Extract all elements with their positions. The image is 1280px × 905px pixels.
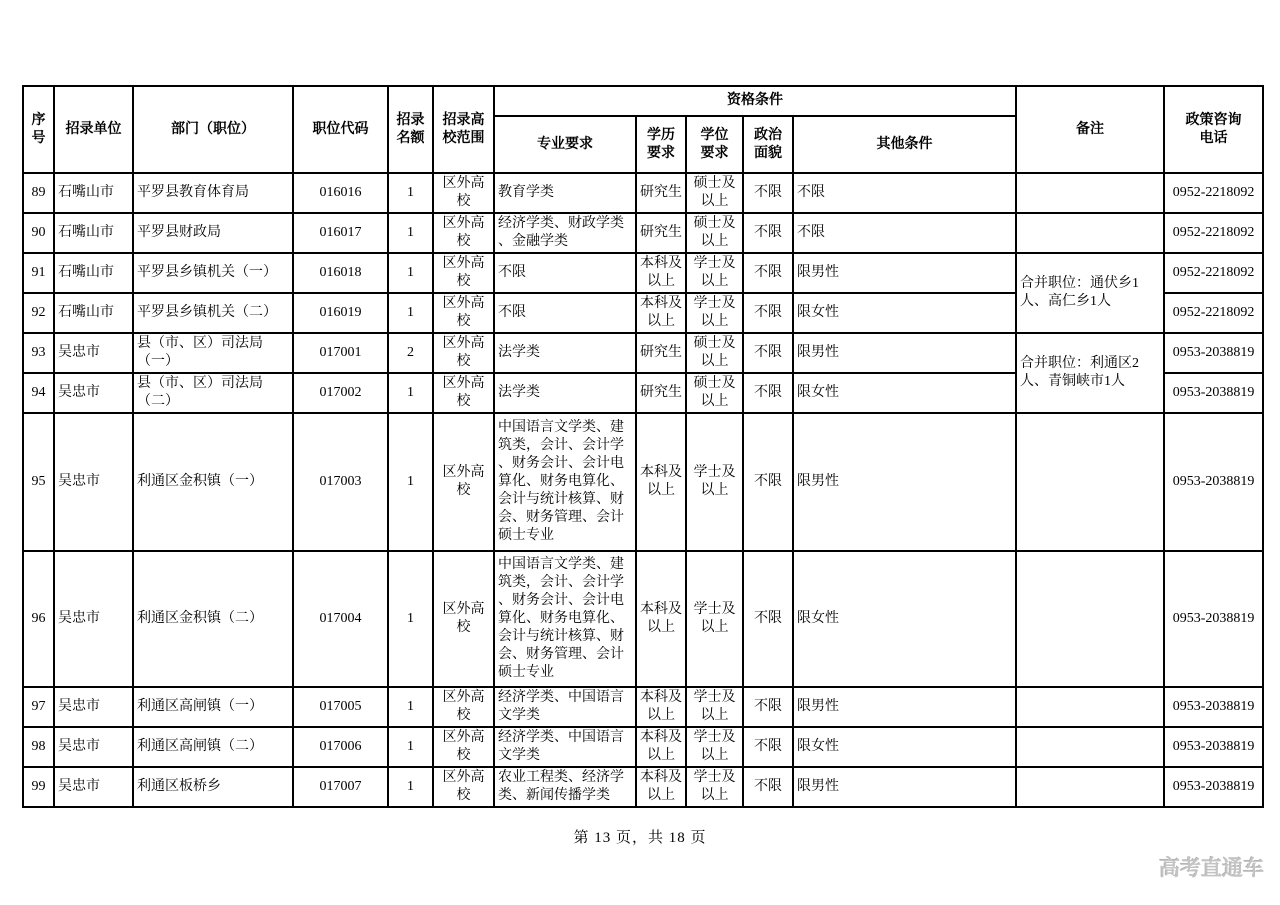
cell-quota: 1 [388, 173, 433, 213]
cell-no: 97 [23, 687, 54, 727]
cell-edu: 研究生 [636, 173, 686, 213]
cell-other: 限女性 [793, 727, 1016, 767]
cell-quota: 1 [388, 727, 433, 767]
cell-remark [1016, 767, 1164, 807]
table-row [23, 687, 1263, 727]
header-degree: 学位要求 [686, 116, 743, 173]
cell-phone: 0952-2218092 [1164, 293, 1263, 333]
cell-degree: 硕士及以上 [686, 373, 743, 413]
cell-major: 经济学类、财政学类、金融学类 [494, 213, 636, 253]
cell-code: 016016 [293, 173, 388, 213]
cell-code: 017003 [293, 413, 388, 551]
cell-political: 不限 [743, 373, 793, 413]
cell-unit: 石嘴山市 [54, 213, 133, 253]
cell-code: 017002 [293, 373, 388, 413]
cell-code: 016019 [293, 293, 388, 333]
cell-degree: 学士及以上 [686, 767, 743, 807]
cell-no: 90 [23, 213, 54, 253]
cell-edu: 本科及以上 [636, 413, 686, 551]
cell-no: 89 [23, 173, 54, 213]
header-scope: 招录高校范围 [433, 86, 494, 173]
position-table [22, 85, 1264, 808]
cell-code: 017007 [293, 767, 388, 807]
table-row [23, 173, 1263, 213]
cell-other: 限女性 [793, 551, 1016, 687]
cell-dept: 平罗县乡镇机关（一） [133, 253, 293, 293]
cell-major: 教育学类 [494, 173, 636, 213]
cell-dept: 平罗县乡镇机关（二） [133, 293, 293, 333]
cell-other: 限男性 [793, 333, 1016, 373]
cell-dept: 利通区高闸镇（二） [133, 727, 293, 767]
cell-dept: 利通区金积镇（二） [133, 551, 293, 687]
cell-degree: 学士及以上 [686, 253, 743, 293]
cell-remark [1016, 551, 1164, 687]
cell-scope: 区外高校 [433, 413, 494, 551]
cell-political: 不限 [743, 173, 793, 213]
cell-quota: 1 [388, 253, 433, 293]
header-unit: 招录单位 [54, 86, 133, 173]
cell-dept: 利通区高闸镇（一） [133, 687, 293, 727]
cell-other: 限男性 [793, 767, 1016, 807]
cell-remark [1016, 213, 1164, 253]
cell-no: 99 [23, 767, 54, 807]
header-political: 政治面貌 [743, 116, 793, 173]
cell-quota: 2 [388, 333, 433, 373]
cell-quota: 1 [388, 687, 433, 727]
cell-degree: 硕士及以上 [686, 333, 743, 373]
cell-remark: 合并职位：通伏乡1人、高仁乡1人 [1016, 253, 1164, 333]
header-major: 专业要求 [494, 116, 636, 173]
header-no: 序号 [23, 86, 54, 173]
cell-degree: 硕士及以上 [686, 213, 743, 253]
cell-major: 不限 [494, 253, 636, 293]
cell-scope: 区外高校 [433, 213, 494, 253]
cell-political: 不限 [743, 551, 793, 687]
cell-other: 不限 [793, 213, 1016, 253]
cell-unit: 石嘴山市 [54, 293, 133, 333]
header-quota: 招录名额 [388, 86, 433, 173]
cell-no: 96 [23, 551, 54, 687]
cell-major: 经济学类、中国语言文学类 [494, 687, 636, 727]
cell-other: 限女性 [793, 373, 1016, 413]
cell-other: 限男性 [793, 413, 1016, 551]
table-header [23, 86, 1263, 173]
cell-remark [1016, 173, 1164, 213]
cell-code: 017001 [293, 333, 388, 373]
cell-edu: 本科及以上 [636, 767, 686, 807]
cell-unit: 吴忠市 [54, 551, 133, 687]
cell-unit: 石嘴山市 [54, 173, 133, 213]
cell-scope: 区外高校 [433, 551, 494, 687]
cell-phone: 0953-2038819 [1164, 767, 1263, 807]
cell-edu: 研究生 [636, 213, 686, 253]
cell-edu: 本科及以上 [636, 727, 686, 767]
cell-unit: 吴忠市 [54, 413, 133, 551]
cell-quota: 1 [388, 213, 433, 253]
cell-remark [1016, 687, 1164, 727]
cell-phone: 0952-2218092 [1164, 253, 1263, 293]
header-phone: 政策咨询电话 [1164, 86, 1263, 173]
cell-phone: 0952-2218092 [1164, 213, 1263, 253]
cell-degree: 学士及以上 [686, 551, 743, 687]
table-row [23, 413, 1263, 551]
table-row [23, 253, 1263, 293]
cell-political: 不限 [743, 727, 793, 767]
table-body [23, 173, 1263, 807]
cell-political: 不限 [743, 333, 793, 373]
cell-major: 法学类 [494, 373, 636, 413]
page-number: 第 13 页，共 18 页 [573, 830, 707, 846]
cell-phone: 0953-2038819 [1164, 727, 1263, 767]
table-row [23, 727, 1263, 767]
cell-major: 中国语言文学类、建筑类，会计、会计学、财务会计、会计电算化、财务电算化、会计与统计核算、财会、财务管理、会计硕士专业 [494, 551, 636, 687]
cell-phone: 0953-2038819 [1164, 687, 1263, 727]
cell-degree: 学士及以上 [686, 413, 743, 551]
header-qualification: 资格条件 [494, 86, 1016, 116]
cell-political: 不限 [743, 293, 793, 333]
cell-quota: 1 [388, 373, 433, 413]
cell-political: 不限 [743, 767, 793, 807]
cell-no: 94 [23, 373, 54, 413]
cell-unit: 吴忠市 [54, 727, 133, 767]
table-row [23, 333, 1263, 373]
cell-code: 017004 [293, 551, 388, 687]
cell-degree: 硕士及以上 [686, 173, 743, 213]
table-row [23, 551, 1263, 687]
cell-dept: 利通区金积镇（一） [133, 413, 293, 551]
cell-edu: 本科及以上 [636, 551, 686, 687]
cell-political: 不限 [743, 213, 793, 253]
cell-scope: 区外高校 [433, 373, 494, 413]
cell-edu: 研究生 [636, 373, 686, 413]
table-row [23, 213, 1263, 253]
cell-other: 不限 [793, 173, 1016, 213]
cell-degree: 学士及以上 [686, 293, 743, 333]
cell-edu: 本科及以上 [636, 293, 686, 333]
cell-degree: 学士及以上 [686, 687, 743, 727]
cell-code: 017006 [293, 727, 388, 767]
cell-code: 016018 [293, 253, 388, 293]
cell-major: 农业工程类、经济学类、新闻传播学类 [494, 767, 636, 807]
cell-major: 经济学类、中国语言文学类 [494, 727, 636, 767]
cell-no: 91 [23, 253, 54, 293]
cell-no: 98 [23, 727, 54, 767]
header-edu: 学历要求 [636, 116, 686, 173]
cell-political: 不限 [743, 253, 793, 293]
cell-phone: 0953-2038819 [1164, 413, 1263, 551]
cell-no: 92 [23, 293, 54, 333]
cell-unit: 石嘴山市 [54, 253, 133, 293]
cell-major: 中国语言文学类、建筑类，会计、会计学、财务会计、会计电算化、财务电算化、会计与统计核算、财会、财务管理、会计硕士专业 [494, 413, 636, 551]
cell-remark: 合并职位：利通区2人、青铜峡市1人 [1016, 333, 1164, 413]
cell-edu: 本科及以上 [636, 253, 686, 293]
cell-code: 016017 [293, 213, 388, 253]
cell-scope: 区外高校 [433, 253, 494, 293]
cell-edu: 研究生 [636, 333, 686, 373]
cell-dept: 县（市、区）司法局（二） [133, 373, 293, 413]
cell-remark [1016, 727, 1164, 767]
cell-major: 法学类 [494, 333, 636, 373]
cell-scope: 区外高校 [433, 333, 494, 373]
header-dept: 部门（职位） [133, 86, 293, 173]
cell-scope: 区外高校 [433, 727, 494, 767]
cell-unit: 吴忠市 [54, 767, 133, 807]
header-code: 职位代码 [293, 86, 388, 173]
cell-unit: 吴忠市 [54, 687, 133, 727]
cell-phone: 0953-2038819 [1164, 373, 1263, 413]
cell-quota: 1 [388, 767, 433, 807]
cell-dept: 平罗县教育体育局 [133, 173, 293, 213]
cell-degree: 学士及以上 [686, 727, 743, 767]
cell-quota: 1 [388, 293, 433, 333]
cell-other: 限女性 [793, 293, 1016, 333]
cell-scope: 区外高校 [433, 767, 494, 807]
cell-edu: 本科及以上 [636, 687, 686, 727]
cell-remark [1016, 413, 1164, 551]
cell-dept: 利通区板桥乡 [133, 767, 293, 807]
cell-unit: 吴忠市 [54, 333, 133, 373]
cell-phone: 0953-2038819 [1164, 333, 1263, 373]
cell-unit: 吴忠市 [54, 373, 133, 413]
header-other: 其他条件 [793, 116, 1016, 173]
cell-phone: 0952-2218092 [1164, 173, 1263, 213]
cell-scope: 区外高校 [433, 293, 494, 333]
cell-dept: 平罗县财政局 [133, 213, 293, 253]
cell-political: 不限 [743, 687, 793, 727]
cell-quota: 1 [388, 413, 433, 551]
cell-no: 95 [23, 413, 54, 551]
table-row [23, 767, 1263, 807]
header-remark: 备注 [1016, 86, 1164, 173]
watermark: 高考直通车 [1159, 857, 1264, 880]
cell-other: 限男性 [793, 253, 1016, 293]
cell-scope: 区外高校 [433, 173, 494, 213]
cell-political: 不限 [743, 413, 793, 551]
cell-scope: 区外高校 [433, 687, 494, 727]
cell-dept: 县（市、区）司法局（一） [133, 333, 293, 373]
cell-major: 不限 [494, 293, 636, 333]
cell-quota: 1 [388, 551, 433, 687]
cell-other: 限男性 [793, 687, 1016, 727]
cell-phone: 0953-2038819 [1164, 551, 1263, 687]
cell-no: 93 [23, 333, 54, 373]
cell-code: 017005 [293, 687, 388, 727]
